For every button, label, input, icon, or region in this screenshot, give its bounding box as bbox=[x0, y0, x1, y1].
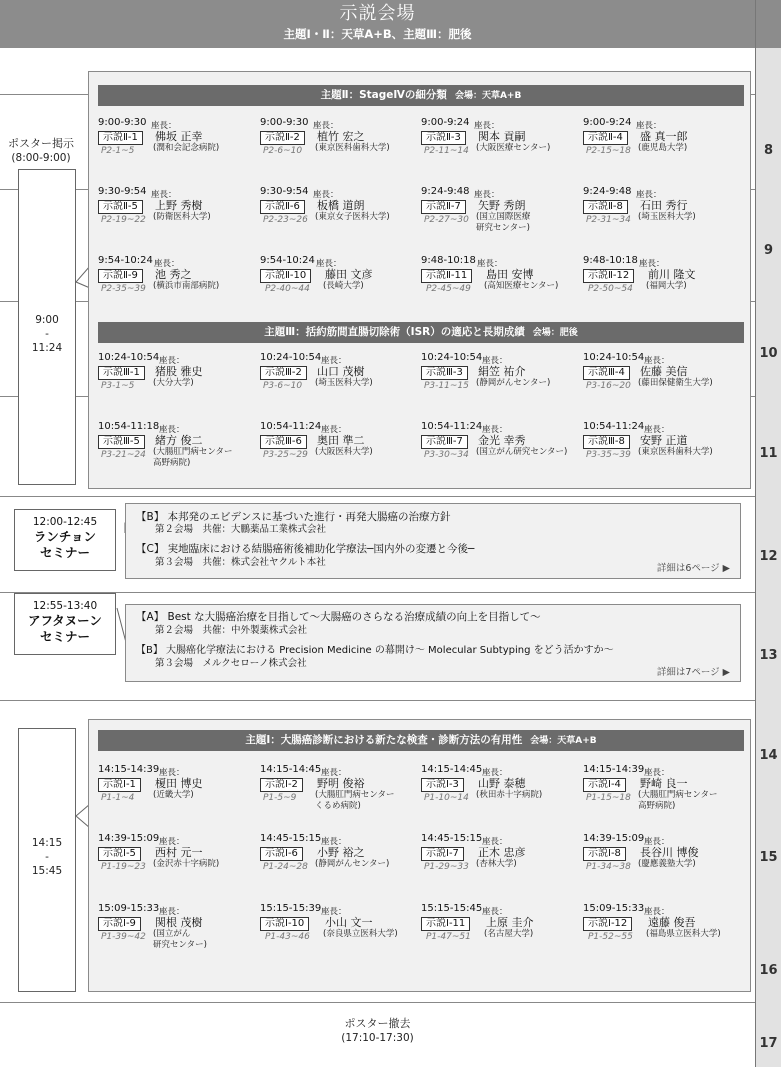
session-time: 14:39-15:09 bbox=[583, 833, 645, 844]
session-time: 15:15-15:45 bbox=[421, 903, 483, 914]
chair-affiliation: (東京女子医科大学) bbox=[315, 212, 390, 222]
chair-label: 座長： bbox=[316, 259, 342, 269]
session-time: 10:24-10:54 bbox=[421, 352, 483, 363]
luncheon-item-venue: 第３会場 共催：株式会社ヤクルト本社 bbox=[155, 557, 326, 568]
hour-label: 14 bbox=[759, 748, 778, 763]
chair-label: 座長： bbox=[321, 356, 347, 366]
session-time: 10:54-11:24 bbox=[260, 421, 322, 432]
chair-cell bbox=[98, 421, 258, 483]
afternoon-item-label: 【A】 Best な大腸癌治療を目指して～大腸癌のさらなる治療成績の向上を目指して～ bbox=[136, 611, 541, 623]
chair-label: 座長： bbox=[321, 768, 347, 778]
chair-name: 前川 隆文 bbox=[648, 268, 696, 281]
chair-label: 座長： bbox=[644, 907, 670, 917]
session-code: 示説Ⅱ-11 bbox=[421, 269, 472, 283]
chair-cell bbox=[260, 833, 420, 895]
session-code: 示説Ⅲ-5 bbox=[98, 435, 145, 449]
chair-label: 座長： bbox=[474, 190, 500, 200]
page-range: P2-23~26 bbox=[263, 215, 308, 225]
page-range: P1-43~46 bbox=[265, 932, 310, 942]
session-time: 14:15-14:45 bbox=[421, 764, 483, 775]
chair-label: 座長： bbox=[482, 768, 508, 778]
chair-cell bbox=[98, 117, 258, 179]
chair-cell bbox=[583, 186, 743, 248]
chair-cell bbox=[260, 352, 420, 414]
chair-affiliation: (福島県立医科大学) bbox=[646, 929, 721, 939]
chair-cell bbox=[98, 764, 258, 826]
session-code: 示説Ⅱ-10 bbox=[260, 269, 311, 283]
details-link[interactable]: 詳細は6ページ ▶ bbox=[656, 563, 730, 574]
chair-label: 座長： bbox=[321, 425, 347, 435]
chair-name: 関本 貢嗣 bbox=[478, 130, 526, 143]
page-range: P1-52~55 bbox=[588, 932, 633, 942]
chair-name: 安野 正道 bbox=[640, 434, 688, 447]
chair-affiliation: (潤和会記念病院) bbox=[153, 143, 220, 153]
chair-name: 山口 茂樹 bbox=[317, 365, 365, 378]
chair-name: 野明 俊裕 bbox=[317, 777, 365, 790]
chair-label: 座長： bbox=[159, 425, 185, 435]
session-time: 10:24-10:54 bbox=[98, 352, 160, 363]
afternoon-seminar-box: 12:55-13:40 アフタヌーン セミナー bbox=[14, 593, 116, 655]
session-time: 10:24-10:54 bbox=[583, 352, 645, 363]
session-time: 14:15-14:39 bbox=[583, 764, 645, 775]
chair-cell bbox=[421, 255, 581, 317]
session-time: 9:00-9:30 bbox=[98, 117, 147, 128]
session-code: 示説Ⅲ-7 bbox=[421, 435, 468, 449]
page-range: P3-25~29 bbox=[263, 450, 308, 460]
chair-name: 植竹 宏之 bbox=[317, 130, 365, 143]
session-code: 示説Ⅲ-3 bbox=[421, 366, 468, 380]
luncheon-item-venue: 第２会場 共催：大鵬薬品工業株式会社 bbox=[155, 524, 327, 535]
poster-display: ポスター掲示 (8:00-9:00) bbox=[8, 137, 74, 164]
chair-affiliation: (奈良県立医科大学) bbox=[323, 929, 398, 939]
hour-label: 10 bbox=[759, 346, 778, 361]
session-1-title-bar: 主題Ⅰ：大腸癌診断における新たな検査・診断方法の有用性 会場：天草A+B bbox=[98, 730, 744, 751]
session-code: 示説Ⅰ-4 bbox=[583, 778, 626, 792]
details-link[interactable]: 詳細は7ページ ▶ bbox=[656, 667, 730, 678]
chair-cell bbox=[583, 117, 743, 179]
session-time: 14:39-15:09 bbox=[98, 833, 160, 844]
chair-affiliation: (国立がん研究センター) bbox=[476, 447, 568, 457]
chair-affiliation: (埼玉医科大学) bbox=[638, 212, 696, 222]
page-range: P2-35~39 bbox=[101, 284, 146, 294]
chair-cell bbox=[260, 186, 420, 248]
chair-cell bbox=[421, 764, 581, 826]
luncheon-item-label: 【C】 実地臨床における結腸癌術後補助化学療法─国内外の変遷と今後─ bbox=[136, 543, 475, 555]
chair-affiliation: (鹿児島大学) bbox=[638, 143, 688, 153]
chair-label: 座長： bbox=[151, 121, 177, 131]
session-time: 9:48-10:18 bbox=[583, 255, 638, 266]
chair-label: 座長： bbox=[477, 259, 503, 269]
page-range: P3-35~39 bbox=[586, 450, 631, 460]
hour-line bbox=[0, 1002, 755, 1003]
chair-cell bbox=[260, 903, 420, 965]
page-range: P1-24~28 bbox=[263, 862, 308, 872]
session-time: 9:24-9:48 bbox=[421, 186, 470, 197]
chair-label: 座長： bbox=[644, 837, 670, 847]
session-2-title-bar: 主題Ⅱ：StageⅣの細分類 会場：天草A+B bbox=[98, 85, 744, 106]
chair-label: 座長： bbox=[159, 907, 185, 917]
chair-name: 絹笠 祐介 bbox=[478, 365, 526, 378]
chair-label: 座長： bbox=[313, 121, 339, 131]
chair-cell bbox=[421, 352, 581, 414]
page-range: P2-31~34 bbox=[586, 215, 631, 225]
chair-affiliation: (大腸肛門病センター くるめ病院) bbox=[315, 790, 395, 811]
page-range: P1-34~38 bbox=[586, 862, 631, 872]
chair-cell bbox=[583, 352, 743, 414]
page-range: P2-27~30 bbox=[424, 215, 469, 225]
page-subtitle: 主題Ⅰ・Ⅱ：天草A+B、主題Ⅲ：肥後 bbox=[283, 27, 472, 41]
chair-cell bbox=[260, 764, 420, 826]
session-time: 14:15-14:45 bbox=[260, 764, 322, 775]
hour-label: 16 bbox=[759, 963, 778, 978]
session-code: 示説Ⅰ-12 bbox=[583, 917, 632, 931]
session-code: 示説Ⅱ-2 bbox=[260, 131, 305, 145]
chair-cell bbox=[98, 833, 258, 895]
session-time: 14:15-14:39 bbox=[98, 764, 160, 775]
luncheon-item-label: 【B】 本邦発のエビデンスに基づいた進行・再発大腸癌の治療方針 bbox=[136, 511, 451, 523]
chair-label: 座長： bbox=[644, 356, 670, 366]
session-code: 示説Ⅲ-2 bbox=[260, 366, 307, 380]
chair-affiliation: (国立がん 研究センター) bbox=[153, 929, 207, 950]
morning-time-box: 9:00 - 11:24 bbox=[18, 169, 76, 485]
chair-name: 奥田 準二 bbox=[317, 434, 365, 447]
chair-label: 座長： bbox=[151, 190, 177, 200]
chair-name: 島田 安博 bbox=[486, 268, 534, 281]
session-time: 10:54-11:18 bbox=[98, 421, 160, 432]
session-time: 9:30-9:54 bbox=[98, 186, 147, 197]
chair-name: 正木 忠彦 bbox=[478, 846, 526, 859]
session-time: 10:54-11:24 bbox=[583, 421, 645, 432]
page-range: P1-47~51 bbox=[426, 932, 471, 942]
session-code: 示説Ⅰ-9 bbox=[98, 917, 141, 931]
chair-cell bbox=[583, 255, 743, 317]
chair-affiliation: (静岡がんセンター) bbox=[476, 378, 551, 388]
chair-affiliation: (大腸肛門病センター 高野病院) bbox=[153, 447, 233, 468]
chair-name: 盛 真一郎 bbox=[640, 130, 688, 143]
chair-affiliation: (高知医療センター) bbox=[484, 281, 559, 291]
page-range: P2-15~18 bbox=[586, 146, 631, 156]
page-range: P3-16~20 bbox=[586, 381, 631, 391]
session-time: 15:09-15:33 bbox=[98, 903, 160, 914]
chair-label: 座長： bbox=[159, 356, 185, 366]
session-time: 9:00-9:30 bbox=[260, 117, 309, 128]
chair-cell bbox=[98, 903, 258, 965]
chair-name: 小山 文一 bbox=[325, 916, 373, 929]
session-code: 示説Ⅰ-5 bbox=[98, 847, 141, 861]
chair-name: 上野 秀樹 bbox=[155, 199, 203, 212]
session-code: 示説Ⅱ-1 bbox=[98, 131, 143, 145]
chair-label: 座長： bbox=[321, 837, 347, 847]
session-time: 9:00-9:24 bbox=[583, 117, 632, 128]
chair-label: 座長： bbox=[482, 907, 508, 917]
chair-name: 関根 茂樹 bbox=[155, 916, 203, 929]
chair-label: 座長： bbox=[159, 837, 185, 847]
session-code: 示説Ⅰ-10 bbox=[260, 917, 309, 931]
chair-cell bbox=[421, 833, 581, 895]
chair-name: 小野 裕之 bbox=[317, 846, 365, 859]
session-time: 14:45-15:15 bbox=[421, 833, 483, 844]
session-code: 示説Ⅱ-8 bbox=[583, 200, 628, 214]
session-code: 示説Ⅲ-4 bbox=[583, 366, 630, 380]
chair-label: 座長： bbox=[482, 837, 508, 847]
luncheon-box: 12:00-12:45 ランチョン セミナー bbox=[14, 509, 116, 571]
chair-affiliation: (金沢赤十字病院) bbox=[153, 859, 220, 869]
page-range: P1-39~42 bbox=[101, 932, 146, 942]
chair-cell bbox=[98, 255, 258, 317]
chair-label: 座長： bbox=[639, 259, 665, 269]
page-range: P1-1~4 bbox=[101, 793, 135, 803]
chair-affiliation: (防衛医科大学) bbox=[153, 212, 211, 222]
chair-affiliation: (杏林大学) bbox=[476, 859, 517, 869]
session-time: 9:00-9:24 bbox=[421, 117, 470, 128]
chair-affiliation: (静岡がんセンター) bbox=[315, 859, 390, 869]
chair-affiliation: (近畿大学) bbox=[153, 790, 194, 800]
chair-cell bbox=[583, 764, 743, 826]
chair-affiliation: (横浜市南部病院) bbox=[153, 281, 220, 291]
luncheon-seminar-panel bbox=[125, 503, 741, 579]
chair-affiliation: (埼玉医科大学) bbox=[315, 378, 373, 388]
chair-name: 山野 泰穂 bbox=[478, 777, 526, 790]
page-range: P2-40~44 bbox=[265, 284, 310, 294]
chair-name: 遠藤 俊吾 bbox=[648, 916, 696, 929]
chair-affiliation: (東京医科歯科大学) bbox=[638, 447, 713, 457]
chair-label: 座長： bbox=[154, 259, 180, 269]
session-time: 9:54-10:24 bbox=[98, 255, 153, 266]
session-time: 15:15-15:39 bbox=[260, 903, 322, 914]
chair-affiliation: (慶應義塾大学) bbox=[638, 859, 696, 869]
session-code: 示説Ⅰ-2 bbox=[260, 778, 303, 792]
session-code: 示説Ⅲ-8 bbox=[583, 435, 630, 449]
page-range: P2-11~14 bbox=[424, 146, 469, 156]
session-code: 示説Ⅰ-11 bbox=[421, 917, 470, 931]
chair-affiliation: (名古屋大学) bbox=[484, 929, 534, 939]
page-range: P2-50~54 bbox=[588, 284, 633, 294]
session-time: 15:09-15:33 bbox=[583, 903, 645, 914]
afternoon-item-venue: 第３会場 メルクセローノ株式会社 bbox=[155, 658, 307, 669]
afternoon-time-box: 14:15 - 15:45 bbox=[18, 728, 76, 992]
chair-name: 矢野 秀朗 bbox=[478, 199, 526, 212]
chair-cell bbox=[421, 903, 581, 965]
chair-name: 板橋 道朗 bbox=[317, 199, 365, 212]
chair-name: 佛坂 正幸 bbox=[155, 130, 203, 143]
chair-name: 長谷川 博俊 bbox=[640, 846, 699, 859]
page-range: P1-19~23 bbox=[101, 862, 146, 872]
session-time: 9:54-10:24 bbox=[260, 255, 315, 266]
chair-name: 上原 圭介 bbox=[486, 916, 534, 929]
chair-name: 藤田 文彦 bbox=[325, 268, 373, 281]
session-code: 示説Ⅱ-7 bbox=[421, 200, 466, 214]
chair-name: 猪股 雅史 bbox=[155, 365, 203, 378]
chair-cell bbox=[583, 421, 743, 483]
hour-line bbox=[0, 700, 755, 701]
page-range: P2-19~22 bbox=[101, 215, 146, 225]
hour-line bbox=[0, 496, 755, 497]
hour-label: 12 bbox=[759, 549, 778, 564]
chair-cell bbox=[583, 903, 743, 965]
session-time: 9:48-10:18 bbox=[421, 255, 476, 266]
session-time: 10:24-10:54 bbox=[260, 352, 322, 363]
chair-affiliation: (大阪医療センター) bbox=[476, 143, 551, 153]
chair-label: 座長： bbox=[636, 190, 662, 200]
chair-name: 池 秀之 bbox=[155, 268, 192, 281]
chair-name: 野崎 良一 bbox=[640, 777, 688, 790]
session-code: 示説Ⅱ-12 bbox=[583, 269, 634, 283]
page-range: P3-1~5 bbox=[101, 381, 135, 391]
chair-cell bbox=[583, 833, 743, 895]
chair-label: 座長： bbox=[482, 425, 508, 435]
chair-label: 座長： bbox=[482, 356, 508, 366]
page-range: P3-11~15 bbox=[424, 381, 469, 391]
chair-name: 榎田 博史 bbox=[155, 777, 203, 790]
chair-label: 座長： bbox=[644, 425, 670, 435]
poster-removal: ポスター撤去 (17:10-17:30) bbox=[341, 1017, 414, 1044]
hour-column bbox=[755, 0, 781, 1067]
chair-affiliation: (福岡大学) bbox=[646, 281, 687, 291]
hour-label: 13 bbox=[759, 648, 778, 663]
page-range: P1-5~9 bbox=[263, 793, 297, 803]
session-code: 示説Ⅱ-6 bbox=[260, 200, 305, 214]
session-code: 示説Ⅰ-6 bbox=[260, 847, 303, 861]
afternoon-item-venue: 第２会場 共催：中外製薬株式会社 bbox=[155, 625, 308, 636]
page-range: P1-29~33 bbox=[424, 862, 469, 872]
chair-label: 座長： bbox=[644, 768, 670, 778]
page-range: P2-6~10 bbox=[263, 146, 303, 156]
session-code: 示説Ⅲ-6 bbox=[260, 435, 307, 449]
chair-label: 座長： bbox=[474, 121, 500, 131]
chair-cell bbox=[98, 186, 258, 248]
chair-name: 佐藤 美信 bbox=[640, 365, 688, 378]
chair-affiliation: (藤田保健衛生大学) bbox=[638, 378, 713, 388]
page-range: P1-10~14 bbox=[424, 793, 469, 803]
page-range: P3-21~24 bbox=[101, 450, 146, 460]
session-code: 示説Ⅱ-9 bbox=[98, 269, 143, 283]
session-code: 示説Ⅰ-3 bbox=[421, 778, 464, 792]
chair-name: 金光 幸秀 bbox=[478, 434, 526, 447]
chair-label: 座長： bbox=[313, 190, 339, 200]
page-header bbox=[0, 0, 755, 48]
session-code: 示説Ⅰ-7 bbox=[421, 847, 464, 861]
session-time: 9:30-9:54 bbox=[260, 186, 309, 197]
session-code: 示説Ⅱ-4 bbox=[583, 131, 628, 145]
chair-affiliation: (長崎大学) bbox=[323, 281, 364, 291]
chair-name: 西村 元一 bbox=[155, 846, 203, 859]
chair-affiliation: (大腸肛門病センター 高野病院) bbox=[638, 790, 718, 811]
page-range: P3-6~10 bbox=[263, 381, 303, 391]
chair-cell bbox=[98, 352, 258, 414]
session-time: 14:45-15:15 bbox=[260, 833, 322, 844]
chair-affiliation: (大分大学) bbox=[153, 378, 194, 388]
page-range: P2-1~5 bbox=[101, 146, 135, 156]
chair-name: 緒方 俊二 bbox=[155, 434, 203, 447]
session-3-title-bar: 主題Ⅲ：括約筋間直腸切除術（ISR）の適応と長期成績 会場：肥後 bbox=[98, 322, 744, 343]
chair-label: 座長： bbox=[636, 121, 662, 131]
session-code: 示説Ⅱ-5 bbox=[98, 200, 143, 214]
hour-label: 11 bbox=[759, 446, 778, 461]
page-title: 示説会場 bbox=[339, 3, 416, 24]
chair-affiliation: (秋田赤十字病院) bbox=[476, 790, 543, 800]
chair-cell bbox=[421, 117, 581, 179]
hour-label: 9 bbox=[763, 243, 774, 258]
hour-label: 15 bbox=[759, 850, 778, 865]
hour-label: 17 bbox=[759, 1036, 778, 1051]
afternoon-item-label: 【B】 大腸癌化学療法における Precision Medicine の幕開け～ Molecular Subtyping をどう活かすか～ bbox=[136, 645, 614, 656]
session-code: 示説Ⅲ-1 bbox=[98, 366, 145, 380]
chair-affiliation: (大阪医科大学) bbox=[315, 447, 373, 457]
hour-label: 8 bbox=[763, 143, 774, 158]
chair-label: 座長： bbox=[159, 768, 185, 778]
chair-affiliation: (国立国際医療 研究センター) bbox=[476, 212, 531, 233]
chair-name: 石田 秀行 bbox=[640, 199, 688, 212]
chair-cell bbox=[421, 421, 581, 483]
session-code: 示説Ⅱ-3 bbox=[421, 131, 466, 145]
chair-cell bbox=[260, 255, 420, 317]
chair-affiliation: (東京医科歯科大学) bbox=[315, 143, 390, 153]
page-range: P1-15~18 bbox=[586, 793, 631, 803]
chair-cell bbox=[421, 186, 581, 248]
session-time: 10:54-11:24 bbox=[421, 421, 483, 432]
session-code: 示説Ⅰ-8 bbox=[583, 847, 626, 861]
afternoon-seminar-panel bbox=[125, 604, 741, 682]
chair-label: 座長： bbox=[321, 907, 347, 917]
page-range: P2-45~49 bbox=[426, 284, 471, 294]
session-time: 9:24-9:48 bbox=[583, 186, 632, 197]
chair-cell bbox=[260, 117, 420, 179]
page-range: P3-30~34 bbox=[424, 450, 469, 460]
session-code: 示説Ⅰ-1 bbox=[98, 778, 141, 792]
chair-cell bbox=[260, 421, 420, 483]
